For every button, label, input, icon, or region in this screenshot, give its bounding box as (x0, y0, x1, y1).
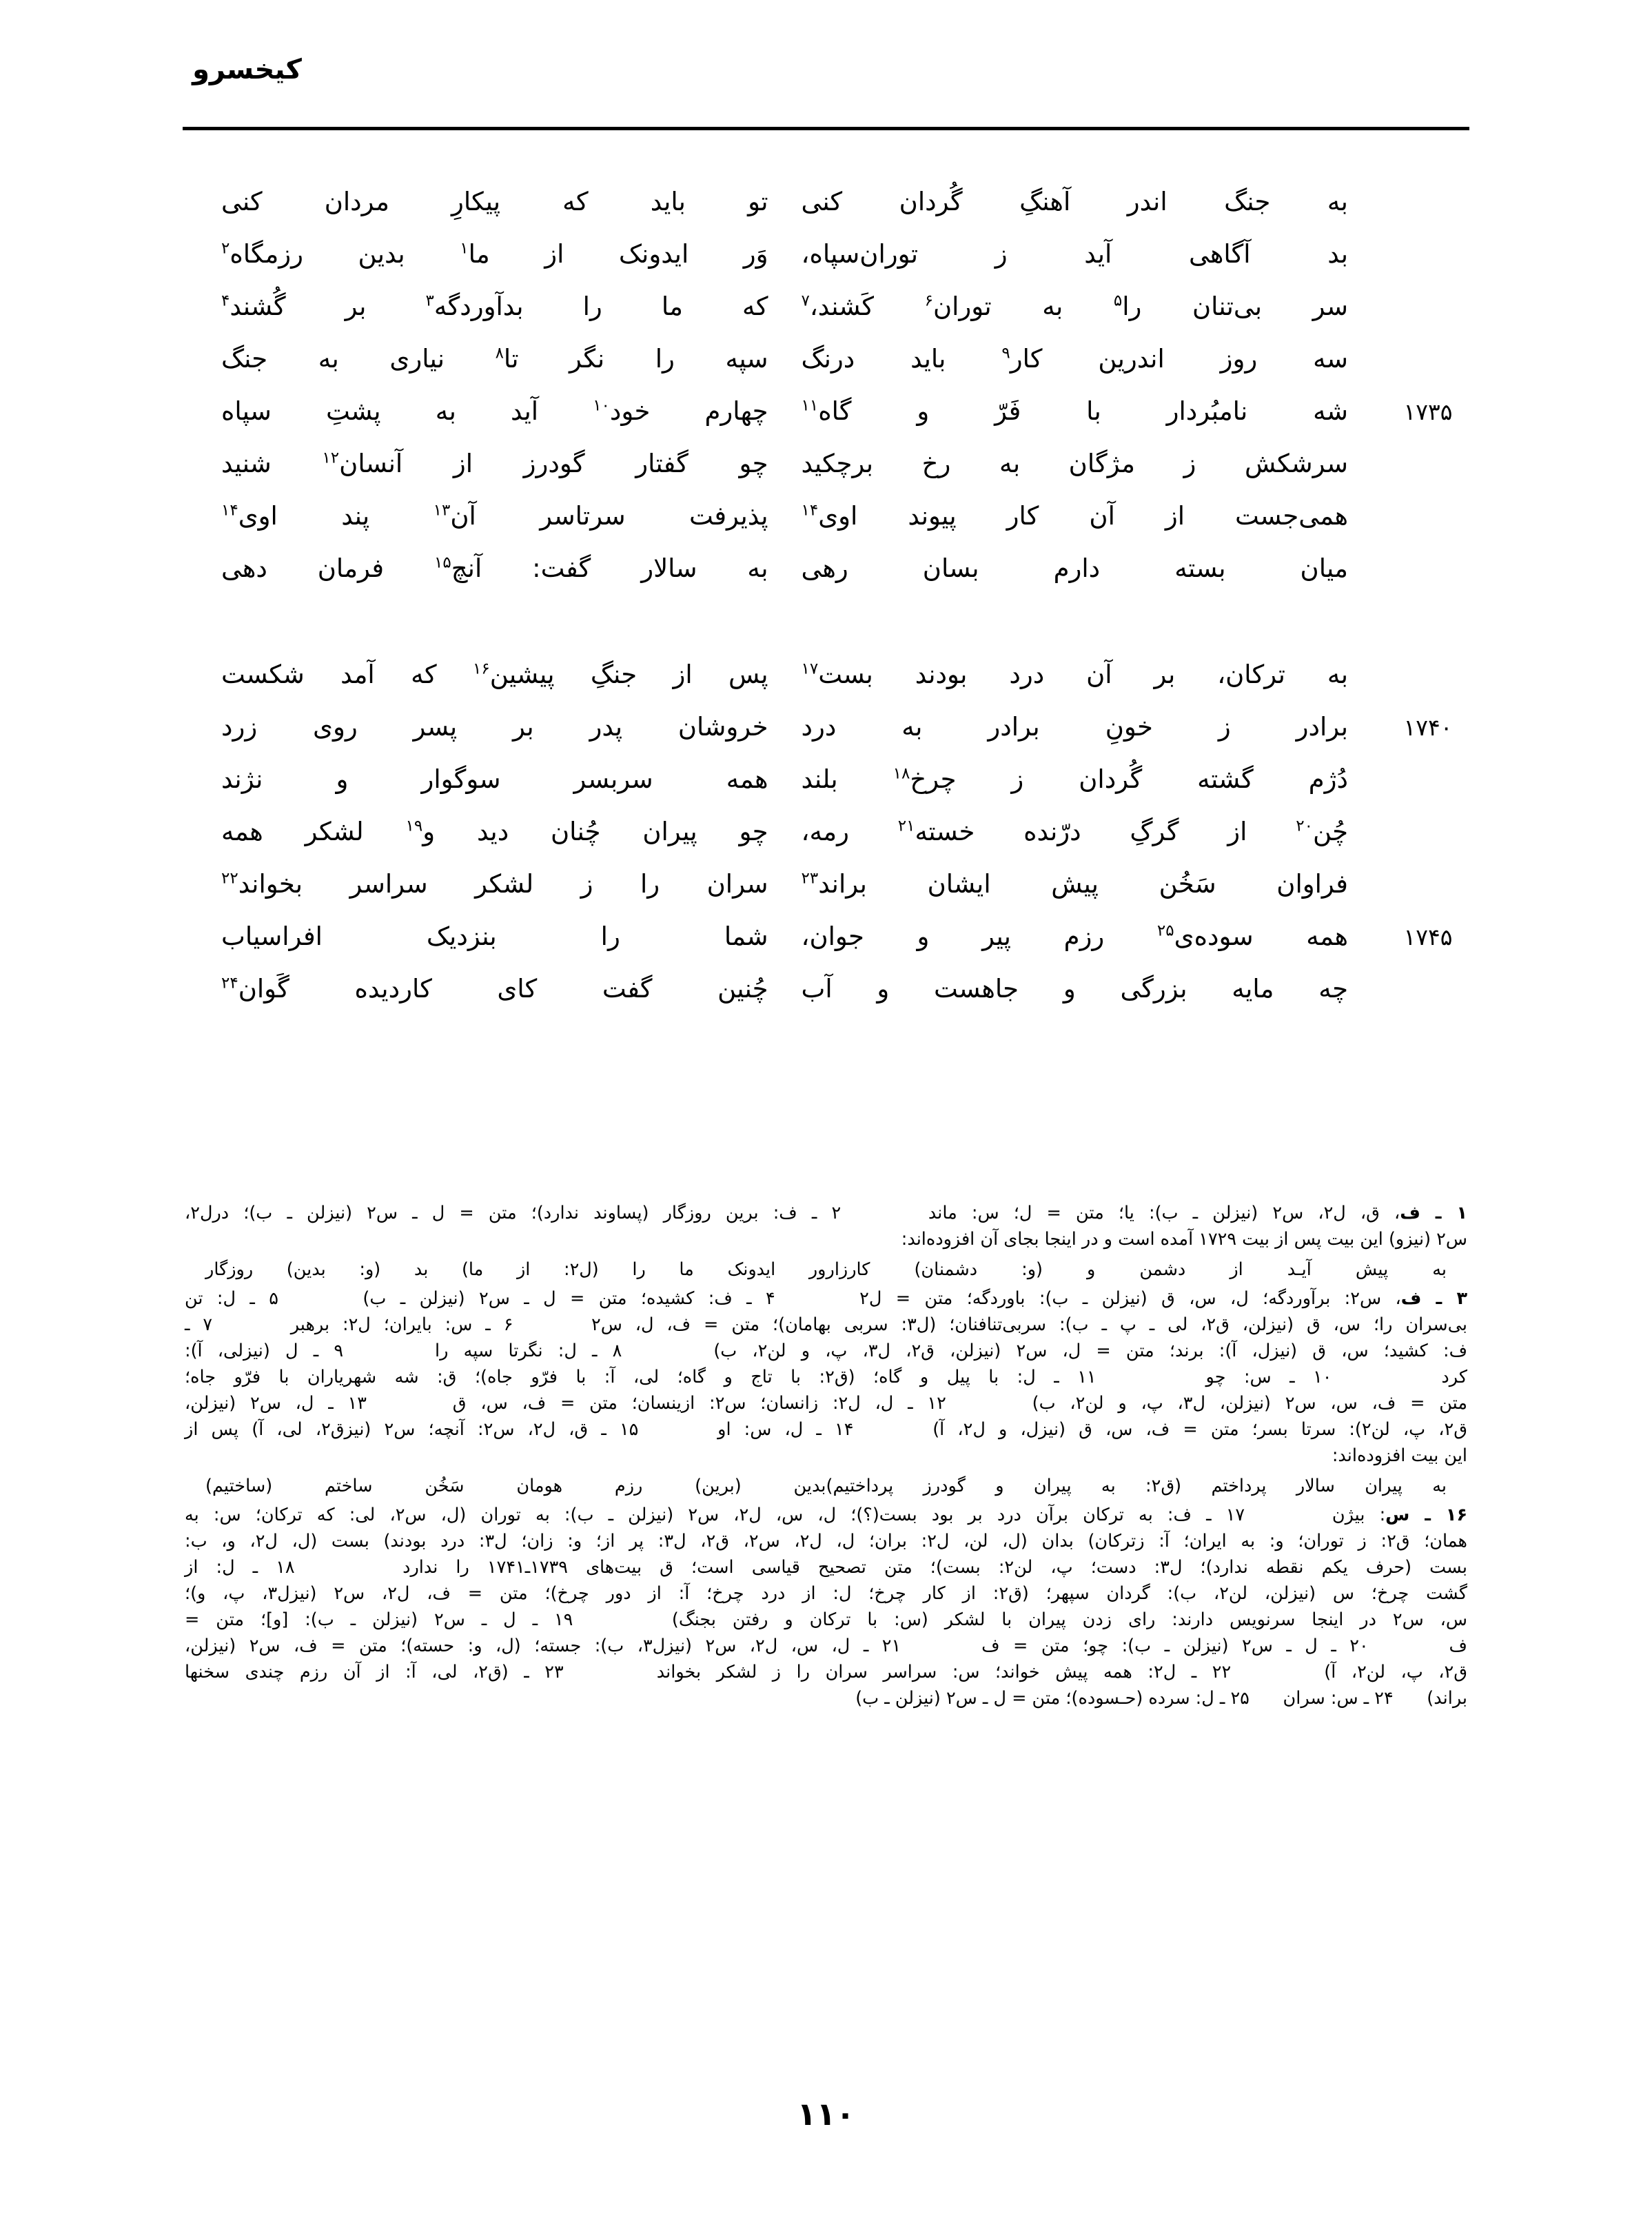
verse-line (183, 285, 1469, 338)
variant-marker: ۲۰ (1296, 817, 1313, 835)
apparatus-note: س، س۲ در اینجا سرنویس دارند: رای زدن پیران با لشکر (س: با ترکان و رفتن بجنگ) ۱۹ ـ ل ـ س۲ (نیزلن ـ ب): [و]؛ متن = (185, 1609, 1468, 1630)
hemistich-right: که ما را بدآوردگه$^۳$ بر گُشند$^۴$ (221, 292, 768, 321)
verse-line (183, 968, 1469, 1020)
variant-marker: ۱۵ (434, 553, 451, 572)
apparatus-note: س۲ (نیزو) این بیت پس از بیت ۱۷۲۹ آمده است و در اینجا بجای آن افزوده‌اند: (901, 1228, 1467, 1250)
hemistich-left: همی‌جست از آن کار پیوند اوی$^{۱۴}$ (801, 501, 1348, 531)
hemistich-right: پس از جنگِ پیشین$^{۱۶}$ که آمد شکست (221, 660, 768, 689)
hemistich-right: وَر ایدونک از ما$^۱$ بدین رزمگاه$^۲$ (221, 239, 768, 269)
verse-line (183, 338, 1469, 390)
hemistich-left: برادر ز خونِ برادر به درد (801, 712, 1348, 742)
hemistich-right: همه سربسر سوگوار و نژند (221, 764, 768, 794)
hemistich-right: سران را ز لشکر سراسر بخواند$^{۲۲}$ (221, 869, 768, 899)
verse-line (183, 863, 1469, 915)
variant-marker: ۷ (801, 292, 810, 310)
hemistich-right: سپه را نگر تا$^۸$ نیاری به جنگ (221, 344, 768, 374)
header-rule (183, 127, 1469, 130)
verse-line (183, 495, 1469, 547)
variant-marker: ۱۴ (801, 501, 819, 520)
hemistich-left: به جنگ اندر آهنگِ گُردان کنی (801, 187, 1348, 216)
hemistich-right: چو پیران چُنان دید و$^{۱۹}$ لشکر همه (221, 817, 768, 846)
verse-line (183, 653, 1469, 706)
apparatus-note: گشت چرخ؛ س (نیزلن، لن۲، ب): گردان سپهر؛ (ق۲: از کار چرخ؛ ل: از درد چرخ؛ آ: از دور چرخ)؛ متن = ف، ل۲، س۲ (نیزل۳، پ، و)؛ (185, 1582, 1467, 1604)
variant-marker: ۱۷ (801, 660, 819, 678)
verse-number (1387, 653, 1469, 662)
apparatus-note: این بیت افزوده‌اند: (1332, 1445, 1467, 1466)
variant-marker: ۱۱ (801, 396, 819, 415)
verse-number (1387, 285, 1469, 294)
variant-marker: ۲۳ (801, 869, 819, 888)
verse-line (183, 915, 1469, 968)
variant-marker: ۱۹ (405, 817, 423, 835)
verse-number (1387, 338, 1469, 346)
hemistich-right: چو گفتار گودرز از آنسان$^{۱۲}$ شنید (221, 449, 768, 478)
apparatus-note: ۱۶ ـ س: بیژن ۱۷ ـ ف: به ترکان برآن درد بر بود بست(؟)؛ ل، س، ل۲، س۲ (نیزلن ـ ب): به توران (ل، س۲، لی: که ترکان؛ س: به (185, 1504, 1468, 1525)
hemistich-left: چه مایه بزرگی و جاهست و آب (801, 974, 1348, 1004)
verse-number (1387, 181, 1469, 189)
apparatus-note: ف: کشید؛ س، ق (نیزل، آ): برند؛ متن = ل، س۲ (نیزلن، ق۲، ل۳، پ، و لن۲، ب) ۸ ـ ل: نگرتا سپه را ۹ ـ ل (نیزلی، آ): (185, 1340, 1467, 1361)
variant-marker: ۱۰ (593, 396, 610, 415)
variant-marker: ۳ (425, 292, 434, 310)
hemistich-left: سرشکش ز مژگان به رخ برچکید (801, 449, 1348, 478)
folio-number: ۱۱۰ (797, 2095, 855, 2133)
variant-marker: ۲ (221, 239, 230, 258)
stanza (183, 653, 1469, 1020)
verse-number (1387, 758, 1469, 766)
apparatus-note: متن = ف، س، س۲ (نیزلن، ل۳، پ، و لن۲، ب) ۱۲ ـ ل، ل۲: زانسان؛ س۲: ازینسان؛ متن = ف، س، ق ۱۳ ـ ل، س۲ (نیزلن، (185, 1392, 1467, 1414)
verse-number: ۱۷۴۵ (1403, 924, 1453, 950)
verse-line (183, 811, 1469, 863)
apparatus-note: ق۲، پ، لن۲، آ) ۲۲ ـ ل۲: همه پیش خواند؛ س: سراسر سران را ز لشکر بخواند ۲۳ ـ (ق۲، لی، آ: از آن رزم چندی سخنها (185, 1661, 1467, 1682)
variant-marker: ۲۵ (1156, 922, 1174, 940)
verse-number (1387, 495, 1469, 503)
variant-marker: ۱۸ (893, 764, 910, 783)
inset-hemistich-right: بدین (برین) رزم هومان سَخُن ساختم (ساختیم) (205, 1475, 826, 1496)
verse-area (183, 181, 1469, 1118)
apparatus-note: همان؛ ق۲: ز توران؛ و: به ایران؛ آ: زترکان) بدان (ل، لن، ل۲: بران؛ ل، ل۲، س۲، ق۲، ل۳: پر از؛ و: زان؛ ل۳: درد بودند) بست (ل، ل۲، و، ب: (185, 1530, 1467, 1551)
verse-line (183, 758, 1469, 811)
verse-line (183, 181, 1469, 233)
verse-number (1387, 968, 1469, 976)
variant-marker: ۱۳ (433, 501, 451, 520)
variant-marker: ۱۴ (221, 501, 238, 520)
inset-hemistich-left: به پیش آیـد از دشمن و (و: دشمنان) کارزار (826, 1259, 1447, 1280)
critical-apparatus (185, 1201, 1467, 1712)
verse-line (183, 442, 1469, 495)
inset-hemistich-right: ور ایدونک ما را (ل۲: از ما) بد (و: بدین) روزگار (205, 1259, 826, 1280)
apparatus-note: ف ۲۰ ـ ل ـ س۲ (نیزلن ـ ب): چو؛ متن = ف ۲۱ ـ ل، س، ل۲، س۲ (نیزل۳، ب): جسته؛ (ل، و: حسته)؛ متن = ف، س۲ (نیزلن، (185, 1635, 1467, 1656)
hemistich-right: خروشان پدر بر پسر روی زرد (221, 712, 768, 742)
hemistich-left: به ترکان، بر آن درد بودند بست$^{۱۷}$ (801, 660, 1348, 689)
variant-marker: ۵ (1113, 292, 1123, 310)
apparatus-note: کرد ۱۰ ـ س: چو ۱۱ ـ ل: با پیل و گاه؛ (ق۲: با تاج و گاه؛ لی، آ: با فرّو جاه)؛ ق: شه شهریاران با فرّو جاه؛ (185, 1366, 1467, 1387)
hemistich-right: چُنین گفت کای کاردیده گَوان$^{۲۴}$ (221, 974, 768, 1004)
hemistich-left: سر بی‌تنان را$^۵$ به توران$^۶$ کَشند،$^۷$ (801, 292, 1349, 321)
verse-number (1387, 442, 1469, 451)
hemistich-left: میان بسته دارم بسان رهی (801, 553, 1348, 583)
hemistich-left: همه سوده‌ی$^{۲۵}$ رزم پیر و جوان، (801, 922, 1348, 951)
hemistich-left: دُژم گشته گُردان ز چرخ$^{۱۸}$ بلند (801, 764, 1348, 794)
variant-marker: ۸ (495, 344, 504, 363)
variant-marker: ۲۴ (221, 974, 238, 993)
verse-number (1387, 811, 1469, 819)
variant-marker: ۹ (1001, 344, 1010, 363)
running-head (0, 54, 1652, 85)
variant-marker: ۲۱ (897, 817, 915, 835)
apparatus-note: ق۲، پ، لن۲): سرتا بسر؛ متن = ف، س، ق (نیزل، و ل۲، آ) ۱۴ ـ ل، س: او ۱۵ ـ ق، ل۲، س۲: آنچه؛ س۲ (نیزق۲، لی، آ) پس از (185, 1418, 1468, 1440)
hemistich-right: پذیرفت سرتاسر آن$^{۱۳}$ پند اوی$^{۱۴}$ (221, 501, 768, 531)
hemistich-left: چُن$^{۲۰}$ از گرگِ درّنده خسته$^{۲۱}$ رمه، (801, 817, 1348, 846)
verse-line (183, 233, 1469, 285)
verse-number: ۱۷۳۵ (1403, 398, 1453, 425)
variant-marker: ۲۲ (221, 869, 238, 888)
hemistich-left: شه نامبُردار با فَرّ و گاه$^{۱۱}$ (801, 396, 1348, 426)
apparatus-note: ۳ ـ ف، س۲: برآوردگه؛ ل، س، ق (نیزلن ـ ب): باوردگه؛ متن = ل۲ ۴ ـ ف: کشیده؛ متن = ل ـ س۲ (نیزلن ـ ب) ۵ ـ ل: تن (185, 1287, 1468, 1309)
apparatus-note: براند) ۲۴ ـ س: سران ۲۵ ـ ل: سرده (حـسوده)؛ متن = ل ـ س۲ (نیزلن ـ ب) (855, 1687, 1467, 1709)
verse-line (183, 706, 1469, 758)
apparatus-inset-verse (185, 1474, 1467, 1500)
hemistich-right: به سالار گفت: آنچ$^{۱۵}$ فرمان دهی (221, 553, 768, 583)
hemistich-left: سه روز اندرین کار$^۹$ باید درنگ (801, 344, 1348, 374)
variant-marker: ۶ (924, 292, 933, 310)
hemistich-right: چهارم خود$^{۱۰}$ آید به پشتِ سپاه (221, 396, 768, 426)
inset-hemistich-left: به پیران سالار پرداختم (ق۲: به پیران و گودرز پرداختیم) (826, 1475, 1447, 1496)
verse-line (183, 547, 1469, 600)
verse-number (1387, 547, 1469, 556)
apparatus-note: ۱ ـ ف، ق، ل۲، س۲ (نیزلن ـ ب): یا؛ متن = ل؛ س: ماند ۲ ـ ف: برین روزگار (پساوند ندارد)؛ متن = ل ـ س۲ (نیزلن ـ ب)؛ درل۲، (185, 1203, 1468, 1223)
apparatus-note: بست (حرف یکم نقطه ندارد)؛ ل۳: دست؛ پ، لن۲: بست)؛ متن تصحیح قیاسی است؛ ق بیت‌های ۱۷۳۹ـ۱۷۴۱ را ندارد ۱۸ ـ ل: از (185, 1556, 1468, 1578)
hemistich-right: تو باید که پیکارِ مردان کنی (221, 187, 768, 216)
hemistich-right: شما را بنزدیک افراسیاب (221, 922, 768, 951)
apparatus-note: بی‌سران را؛ س، ق (نیزلن، ق۲، لی ـ پ ـ ب): سربی‌تنافنان؛ (ل۳: سربی بهامان)؛ متن = ف، ل، س۲ ۶ ـ س: بایران؛ ل۲: برهبر ۷ ـ (185, 1314, 1467, 1335)
variant-marker: ۴ (221, 292, 230, 310)
chapter-title: کیخسرو (192, 54, 302, 85)
apparatus-inset-verse (185, 1257, 1467, 1283)
verse-number (1387, 233, 1469, 241)
variant-marker: ۱۶ (472, 660, 490, 678)
verse-number: ۱۷۴۰ (1403, 714, 1453, 741)
stanza (183, 181, 1469, 600)
verse-number (1387, 863, 1469, 871)
variant-marker: ۱ (460, 239, 469, 258)
variant-marker: ۱۲ (322, 449, 340, 467)
verse-line (183, 390, 1469, 442)
hemistich-left: بد آگاهی آید ز توران‌سپاه، (801, 239, 1348, 269)
hemistich-left: فراوان سَخُن پیش ایشان براند$^{۲۳}$ (801, 869, 1348, 899)
